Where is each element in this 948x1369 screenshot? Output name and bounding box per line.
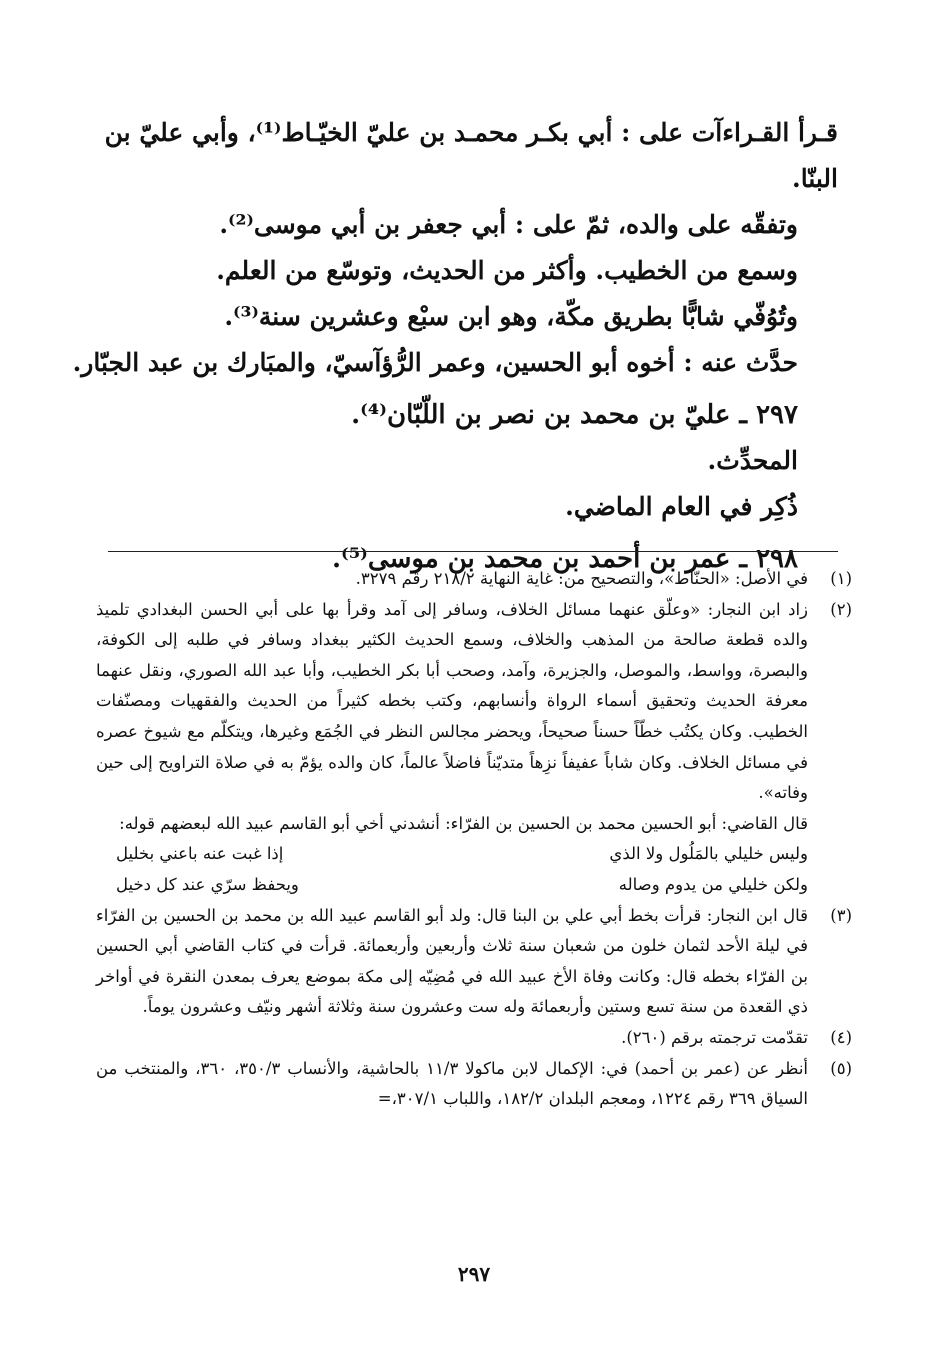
verse-hemistich: ولكن خليلي من يدوم وصاله bbox=[618, 874, 808, 894]
footnote bbox=[96, 901, 852, 1023]
footnote-number: (٢) bbox=[830, 599, 852, 619]
main-text bbox=[72, 110, 838, 582]
text-line: حدَّث عنه : أخوه أبو الحسين، وعمر الرُّؤآسيّ، والمبَارك بن عبد الجبّار. bbox=[72, 348, 798, 377]
footnote-text: قال ابن النجار: قرأت بخط أبي علي بن البنا قال: ولد أبو القاسم عبيد الله بن محمد بن الحسين بن الفرّاء في ليلة الأحد لثمان خلون من شعبان سنة ثلاث وأربعين وأربعمائة. قرأت في كتاب القاضي أبي الحسين بن الفرّاء بخطه قال: وكانت وفاة الأخ عبيد الله في مُضِيّه إلى مكة بموضع يعرف بمعدن النقرة في أواخر ذي القعدة من سنة تسع وستين وأربعمائة وله ست وعشرون سنة وثلاثة أشهر ونيّف وعشرون يوماً. bbox=[96, 905, 808, 1017]
verse-line bbox=[96, 870, 808, 901]
footnote-number: (٥) bbox=[830, 1058, 852, 1078]
footnote bbox=[96, 1023, 852, 1054]
text-line: البنّا. bbox=[792, 164, 838, 193]
text-line: وتفقّه على والده، ثمّ على : أبي جعفر بن أبي موسى⁽²⁾. bbox=[219, 210, 798, 239]
footnote-text: قال القاضي: أبو الحسين محمد بن الحسين بن الفرّاء: أنشدني أخي أبو القاسم عبيد الله لبعضهم قوله: bbox=[119, 813, 808, 833]
verse-hemistich: وليس خليلي بالمَلُول ولا الذي bbox=[609, 844, 808, 864]
footnote-number: (٣) bbox=[830, 905, 852, 925]
footnote bbox=[96, 595, 852, 901]
footnote bbox=[96, 1054, 852, 1115]
verse-hemistich: ويحفظ سرّي عند كل دخيل bbox=[116, 874, 299, 894]
text-line: قـرأ القـراءآت على : أبي بكـر محمـد بن عليّ الخيّـاط⁽¹⁾، وأبي عليّ بن bbox=[104, 118, 838, 147]
footnote bbox=[96, 564, 852, 595]
text-line: ذُكِر في العام الماضي. bbox=[565, 492, 798, 521]
entry-heading-297: ٢٩٧ ـ عليّ بن محمد بن نصر بن اللّبّان⁽⁴⁾. bbox=[351, 400, 798, 430]
footnotes bbox=[96, 564, 852, 1115]
footnote-text: أنظر عن (عمر بن أحمد) في: الإكمال لابن ماكولا ١١/٣ بالحاشية، والأنساب ٣٥٠/٣، ٣٦٠، والمنتخب من السياق ٣٦٩ رقم ١٢٢٤، ومعجم البلدان ١٨٢/٢، واللباب ٣٠٧/١،= bbox=[96, 1058, 808, 1109]
page-number: ٢٩٧ bbox=[457, 1262, 491, 1286]
text-line: المحدِّث. bbox=[707, 446, 798, 475]
entry-heading-298: ٢٩٨ ـ عمر بن أحمد بن محمد بن موسى⁽⁵⁾. bbox=[331, 544, 798, 574]
footnote-divider bbox=[108, 551, 838, 552]
verse-hemistich: إذا غبت عنه باعني بخليل bbox=[116, 844, 284, 864]
verse-line bbox=[96, 839, 808, 870]
text-line: وسمع من الخطيب. وأكثر من الحديث، وتوسّع من العلم. bbox=[216, 256, 798, 285]
footnote-text: تقدّمت ترجمته برقم (٢٦٠). bbox=[621, 1027, 808, 1047]
text-line: وتُوُفّي شابًّا بطريق مكّة، وهو ابن سبْع وعشرين سنة⁽³⁾. bbox=[224, 302, 798, 331]
footnote-text: في الأصل: «الحنّاط»، والتصحيح من: غاية النهاية ٢١٨/٢ رقم ٣٢٧٩. bbox=[355, 569, 808, 588]
footnote-number: (٤) bbox=[830, 1027, 852, 1047]
footnote-number: (١) bbox=[830, 569, 852, 588]
footnote-text: زاد ابن النجار: «وعلّق عنهما مسائل الخلاف، وسافر إلى آمد وقرأ بها على أبي الحسن البغدادي تلميذ والده قطعة صالحة من المذهب والخلاف، وسمع الحديث الكثير ببغداد وسافر في طلبه إلى الكوفة، والبصرة، وواسط، والموصل، والجزيرة، وآمد، وصحب أبا بكر الخطيب، وأبا عبد الله الصوري، ونقل عنهما معرفة الحديث وتحقيق أسماء الرواة وأنسابهم، وكتب بخطه كثيراً من الحديث والفقهيات ومصنّفات الخطيب. وكان يكتُب خطّاً حسناً صحيحاً، ويحضر مجالس النظر في الجُمَع وغيرها، ويتكلّم مع شيوخ عصره في مسائل الخلاف. وكان شاباً عفيفاً نزِهاً متديّناً فاضلاً عالماً، كان والده يؤمّ به في صلاة التراويح إلى حين وفاته». bbox=[96, 599, 808, 803]
